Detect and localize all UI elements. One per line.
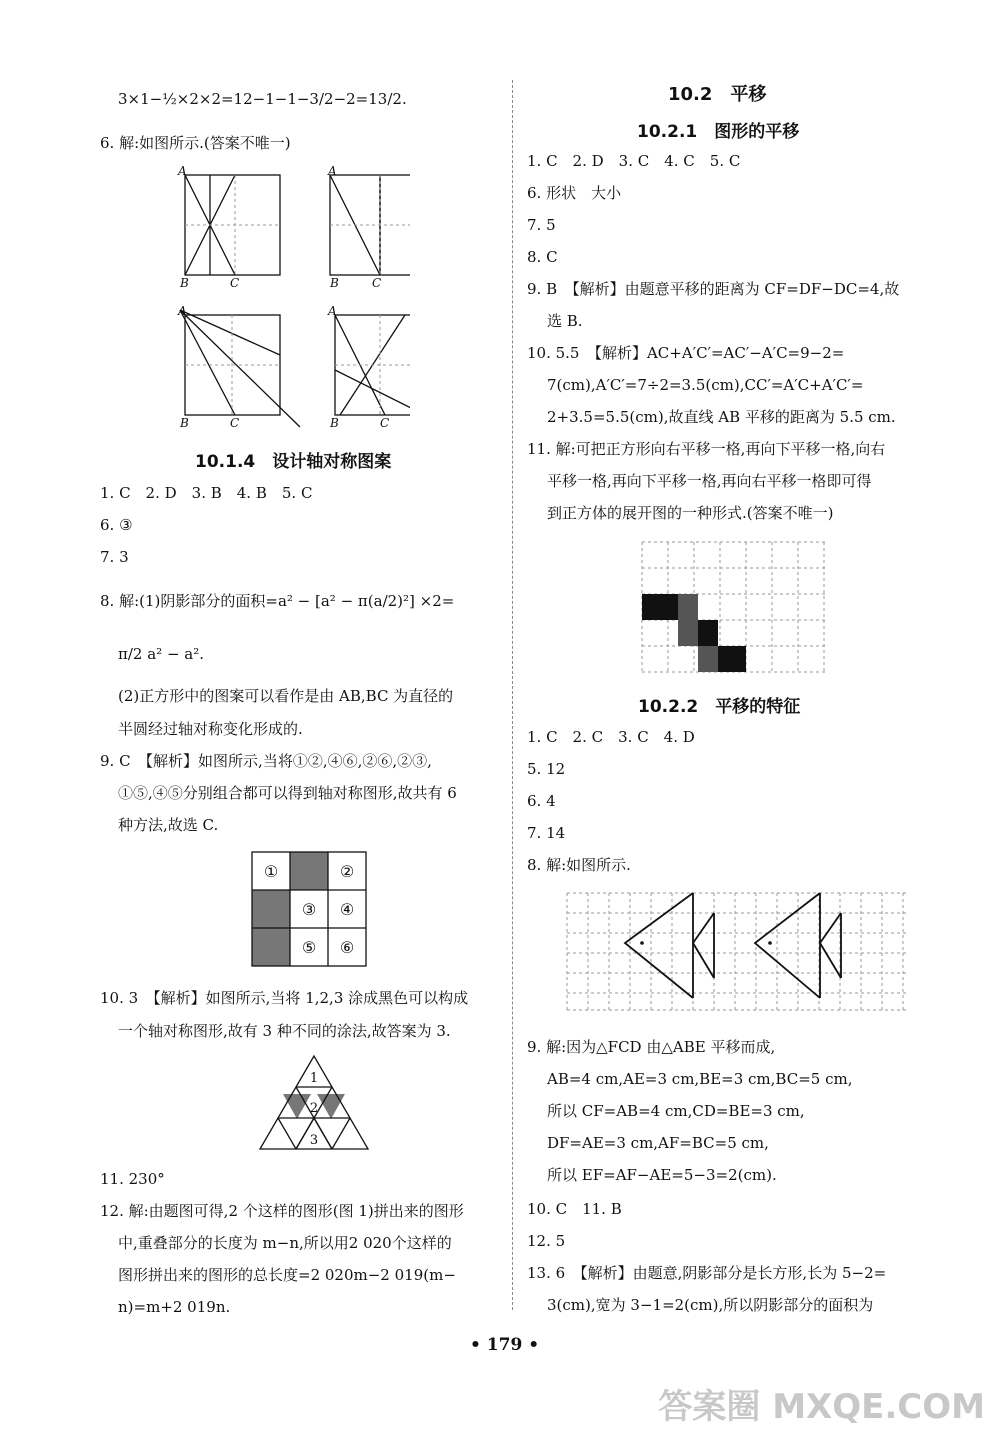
answer-9-line3: 种方法,故选 C. xyxy=(118,816,219,834)
r-answer-8: 8. C xyxy=(527,248,558,266)
q9-grid xyxy=(250,850,370,970)
svg-text:C: C xyxy=(372,276,382,290)
r-answer-10-line2: 7(cm),A′C′=7÷2=3.5(cm),CC′=A′C+A′C′= xyxy=(547,376,864,394)
answer-8-line2: π/2 a² − a². xyxy=(118,645,205,663)
s-answer-13-line1: 13. 6 【解析】由题意,阴影部分是长方形,长为 5−2= xyxy=(527,1264,887,1282)
s-answer-7: 7. 14 xyxy=(527,824,566,842)
svg-text:A: A xyxy=(328,165,337,178)
svg-text:C: C xyxy=(230,276,240,290)
svg-text:C: C xyxy=(230,416,240,430)
svg-text:A: A xyxy=(328,304,337,318)
s-answer-5: 5. 12 xyxy=(527,760,566,778)
svg-text:B: B xyxy=(180,416,189,430)
answer-8-line1: 8. 解:(1)阴影部分的面积=a² − [a² − π(a/2)²] ×2= xyxy=(100,592,455,610)
r-answer-9-line2: 选 B. xyxy=(547,312,583,330)
answer-12-line4: n)=m+2 019n. xyxy=(118,1298,231,1316)
answer-12-line2: 中,重叠部分的长度为 m−n,所以用2 020个这样的 xyxy=(118,1234,452,1252)
r-answer-9-line1: 9. B 【解析】由题意平移的距离为 CF=DF−DC=4,故 xyxy=(527,280,900,298)
answer-8-line4: 半圆经过轴对称变化形成的. xyxy=(118,720,303,738)
svg-text:C: C xyxy=(380,416,390,430)
tri-label-3: 3 xyxy=(309,1133,319,1148)
r-answer-6: 6. 形状 大小 xyxy=(527,184,622,202)
answer-8-line3: (2)正方形中的图案可以看作是由 AB,BC 为直径的 xyxy=(118,687,454,705)
fig-label-a: A xyxy=(178,165,187,178)
answer-1-5: 1. C 2. D 3. B 4. B 5. C xyxy=(100,484,313,502)
grid-cell-6: ⑥ xyxy=(339,938,355,957)
s-answer-9-line1: 9. 解:因为△FCD 由△ABE 平移而成, xyxy=(527,1038,776,1056)
s-answer-6: 6. 4 xyxy=(527,792,556,810)
r-answer-11-line1: 11. 解:可把正方形向右平移一格,再向下平移一格,向右 xyxy=(527,440,886,458)
svg-text:A: A xyxy=(178,304,187,318)
answer-10-line2: 一个轴对称图形,故有 3 种不同的涂法,故答案为 3. xyxy=(118,1022,451,1040)
svg-text:B: B xyxy=(180,276,189,290)
section-10-2-1: 10.2.1 图形的平移 xyxy=(637,122,800,142)
section-10-1-4: 10.1.4 设计轴对称图案 xyxy=(195,452,392,472)
grid-cell-3: ③ xyxy=(301,900,317,919)
r-answer-10-line1: 10. 5.5 【解析】AC+A′C′=AC′−A′C=9−2= xyxy=(527,344,845,362)
svg-text:B: B xyxy=(330,416,339,430)
grid-cell-5: ⑤ xyxy=(301,938,317,957)
answer-6: 6. ③ xyxy=(100,516,133,534)
answer-10-line1: 10. 3 【解析】如图所示,当将 1,2,3 涂成黑色可以构成 xyxy=(100,989,469,1007)
formula-top: 3×1−½×2×2=12−1−1−3/2−2=13/2. xyxy=(118,90,407,108)
grid-cell-1: ① xyxy=(263,862,279,881)
s-answer-9-line3: 所以 CF=AB=4 cm,CD=BE=3 cm, xyxy=(547,1102,805,1120)
r-answer-11-line2: 平移一格,再向下平移一格,再向右平移一格即可得 xyxy=(547,472,872,490)
tri-label-1: 1 xyxy=(309,1071,319,1086)
q6-figures xyxy=(170,165,410,430)
svg-text:B: B xyxy=(330,276,339,290)
answer-12-line3: 图形拼出来的图形的总长度=2 020m−2 019(m− xyxy=(118,1266,456,1284)
s-answer-1-4: 1. C 2. C 3. C 4. D xyxy=(527,728,695,746)
answer-7: 7. 3 xyxy=(100,548,129,566)
q10-triangle xyxy=(258,1054,370,1154)
r-answer-1-5: 1. C 2. D 3. C 4. C 5. C xyxy=(527,152,741,170)
r-answer-7: 7. 5 xyxy=(527,216,556,234)
s-answer-12: 12. 5 xyxy=(527,1232,566,1250)
s-answer-9-line2: AB=4 cm,AE=3 cm,BE=3 cm,BC=5 cm, xyxy=(547,1070,853,1088)
s-answer-9-line4: DF=AE=3 cm,AF=BC=5 cm, xyxy=(547,1134,769,1152)
chapter-10-2: 10.2 平移 xyxy=(668,84,767,105)
answer-12-line1: 12. 解:由题图可得,2 个这样的图形(图 1)拼出来的图形 xyxy=(100,1202,464,1220)
answer-9-line2: ①⑤,④⑤分别组合都可以得到轴对称图形,故共有 6 xyxy=(118,784,457,802)
s-answer-13-line2: 3(cm),宽为 3−1=2(cm),所以阴影部分的面积为 xyxy=(547,1296,874,1314)
s-answer-10-11: 10. C 11. B xyxy=(527,1200,622,1218)
tri-label-2: 2 xyxy=(309,1101,319,1116)
answer-9-line1: 9. C 【解析】如图所示,当将①②,④⑥,②⑥,②③, xyxy=(100,752,432,770)
r-answer-10-line3: 2+3.5=5.5(cm),故直线 AB 平移的距离为 5.5 cm. xyxy=(547,408,896,426)
section-10-2-2: 10.2.2 平移的特征 xyxy=(638,697,801,717)
s-answer-8: 8. 解:如图所示. xyxy=(527,856,631,874)
grid-cell-2: ② xyxy=(339,862,355,881)
grid-cell-4: ④ xyxy=(339,900,355,919)
r-answer-11-line3: 到正方体的展开图的一种形式.(答案不唯一) xyxy=(547,504,834,522)
answer-11: 11. 230° xyxy=(100,1170,165,1188)
column-divider xyxy=(512,80,513,1310)
q8-fish-grid xyxy=(565,888,910,1013)
s-answer-9-line5: 所以 EF=AF−AE=5−3=2(cm). xyxy=(547,1166,777,1184)
watermark: 答案圈 MXQE.COM xyxy=(658,1387,985,1427)
q6-text: 6. 解:如图所示.(答案不唯一) xyxy=(100,134,291,152)
q11-grid xyxy=(640,540,830,675)
page-number: • 179 • xyxy=(470,1335,540,1355)
